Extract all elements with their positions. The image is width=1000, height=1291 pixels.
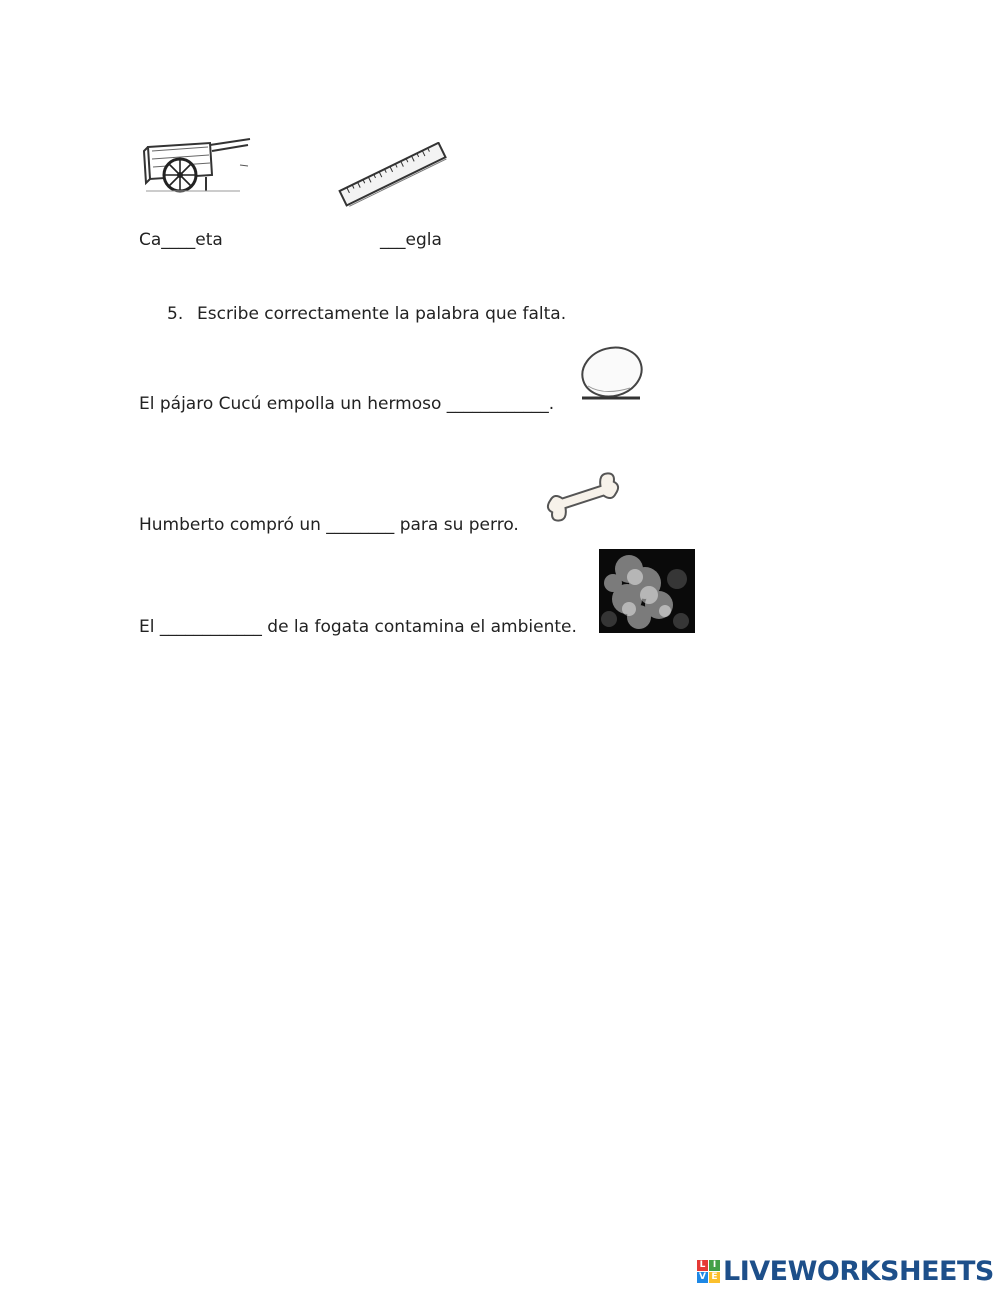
fill-word-carreta: Ca____eta: [139, 230, 223, 250]
cart-image: [140, 135, 255, 197]
fill-word-regla: ___egla: [380, 230, 442, 250]
sentence-bone: Humberto compró un ________ para su perro.: [139, 515, 519, 535]
sentence-egg: El pájaro Cucú empolla un hermoso ____________.: [139, 394, 555, 414]
logo-tile-i: I: [709, 1260, 720, 1271]
exercise-instruction: Escribe correctamente la palabra que falta.: [197, 304, 567, 324]
logo-tile-e: E: [709, 1272, 720, 1283]
ruler-image: [336, 142, 451, 208]
bone-image: [543, 470, 623, 524]
smoke-image: [599, 549, 695, 633]
exercise-number: 5.: [167, 304, 184, 324]
sentence-smoke: El ____________ de la fogata contamina el ambiente.: [139, 617, 577, 637]
logo-tiles: [697, 1260, 720, 1283]
liveworksheets-logo: [697, 1256, 994, 1286]
logo-tile-v: V: [697, 1272, 708, 1283]
egg-image: [574, 342, 650, 404]
logo-text: LIVEWORKSHEETS: [723, 1255, 994, 1287]
logo-tile-l: L: [697, 1260, 708, 1271]
